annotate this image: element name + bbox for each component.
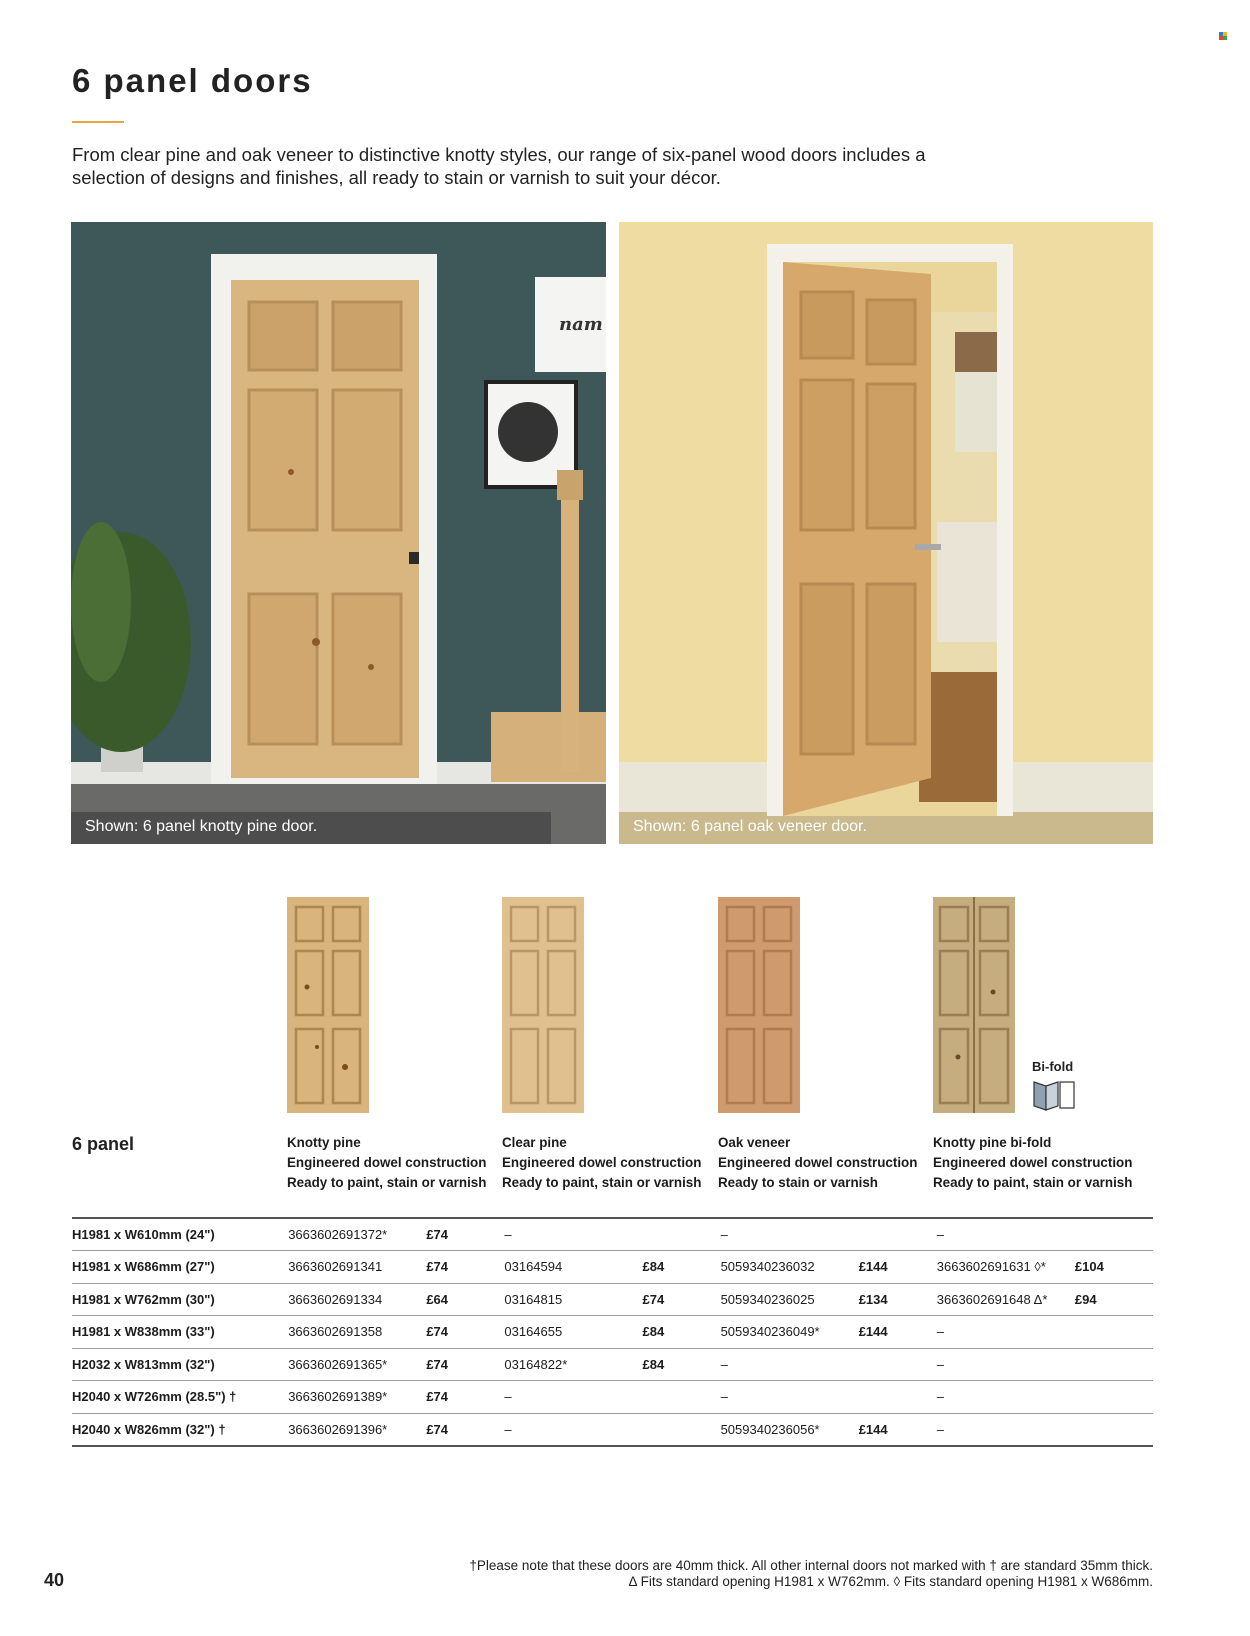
- door-size: H1981 x W610mm (24"): [72, 1227, 215, 1242]
- price: [1075, 1348, 1153, 1381]
- product-code: 03164822*: [504, 1356, 568, 1372]
- brand-logo-mark: [1219, 32, 1227, 40]
- price: [643, 1218, 721, 1251]
- product-construction: Engineered dowel construction: [502, 1155, 702, 1170]
- price: [643, 1381, 721, 1414]
- product-finish: Ready to stain or varnish: [718, 1175, 878, 1190]
- knotty-pine-room-illustration: [71, 222, 606, 844]
- product-code: –: [936, 1227, 944, 1242]
- door-size: H2032 x W813mm (32"): [72, 1356, 215, 1372]
- footnote-openings: Δ Fits standard opening H1981 x W762mm. ◊ Fits standard opening H1981 x W686mm.: [628, 1574, 1153, 1589]
- product-code: –: [720, 1356, 728, 1372]
- product-code: 5059340236025: [720, 1291, 815, 1307]
- price: [1075, 1316, 1153, 1349]
- product-code: –: [936, 1421, 944, 1437]
- product-code: 3663602691389*: [288, 1389, 388, 1405]
- photo-caption-right: Shown: 6 panel oak veneer door.: [633, 818, 867, 835]
- range-label: 6 panel: [72, 1134, 135, 1154]
- price: £74: [426, 1259, 449, 1275]
- price: £84: [642, 1259, 665, 1275]
- product-name: Knotty pine: [287, 1135, 361, 1150]
- product-construction: Engineered dowel construction: [287, 1155, 487, 1170]
- price: £74: [426, 1389, 449, 1405]
- price: £84: [642, 1356, 665, 1372]
- product-code: 3663602691365*: [288, 1356, 388, 1372]
- product-code: 3663602691334: [288, 1291, 383, 1307]
- product-finish: Ready to paint, stain or varnish: [287, 1175, 487, 1190]
- product-code: –: [720, 1389, 728, 1405]
- product-name: Oak veneer: [718, 1135, 791, 1150]
- product-finish: Ready to paint, stain or varnish: [933, 1175, 1133, 1190]
- table-row: [72, 1316, 1153, 1349]
- price: £74: [426, 1324, 449, 1340]
- bifold-label: Bi-fold: [1032, 1059, 1074, 1074]
- knotty-pine-room-photo: [71, 222, 606, 844]
- price-table: [72, 1217, 1153, 1447]
- door-size: H1981 x W686mm (27"): [72, 1259, 215, 1275]
- product-heading-knotty-pine-bifold: [933, 1133, 1143, 1193]
- door-size: H1981 x W838mm (33"): [72, 1324, 215, 1340]
- price: [643, 1413, 721, 1446]
- product-code: 3663602691631 ◊*: [936, 1259, 1046, 1275]
- door-size: H1981 x W762mm (30"): [72, 1291, 215, 1307]
- product-code: 3663602691341: [288, 1259, 383, 1275]
- product-code: –: [936, 1324, 944, 1340]
- product-code: 5059340236032: [720, 1259, 815, 1275]
- wall-sign-text: nam: [559, 314, 603, 335]
- product-code: 3663602691372*: [288, 1227, 388, 1242]
- price: £144: [858, 1324, 888, 1340]
- price: [859, 1348, 937, 1381]
- product-heading-clear-pine: [502, 1133, 712, 1193]
- price: [1075, 1413, 1153, 1446]
- page-number: 40: [44, 1570, 65, 1590]
- oak-veneer-room-photo: [619, 222, 1153, 844]
- product-heading-knotty-pine: [287, 1133, 497, 1193]
- door-size: H2040 x W826mm (32") †: [72, 1421, 226, 1437]
- price: [859, 1218, 937, 1251]
- product-code: –: [504, 1421, 512, 1437]
- product-code: –: [936, 1389, 944, 1405]
- table-row: [72, 1348, 1153, 1381]
- product-code: –: [936, 1356, 944, 1372]
- price: £104: [1074, 1259, 1104, 1275]
- product-code: 5059340236049*: [720, 1324, 820, 1340]
- title-underline: [72, 121, 124, 123]
- product-name: Knotty pine bi-fold: [933, 1135, 1052, 1150]
- knotty-pine-door-image: [287, 897, 369, 1113]
- product-code: 03164594: [504, 1259, 563, 1275]
- product-name: Clear pine: [502, 1135, 567, 1150]
- product-construction: Engineered dowel construction: [718, 1155, 918, 1170]
- product-code: 3663602691648 Δ*: [936, 1291, 1048, 1307]
- table-row: [72, 1413, 1153, 1446]
- product-heading-oak-veneer: [718, 1133, 928, 1193]
- product-code: 3663602691396*: [288, 1421, 388, 1437]
- product-code: –: [720, 1227, 728, 1242]
- clear-pine-door-image: [502, 897, 584, 1113]
- footnote-thickness: †Please note that these doors are 40mm thick. All other internal doors not marked with † are standard 35mm thick.: [469, 1558, 1153, 1573]
- price: £74: [426, 1356, 449, 1372]
- price: £144: [858, 1259, 888, 1275]
- price: £134: [858, 1291, 888, 1307]
- table-row: [72, 1381, 1153, 1414]
- oak-veneer-door-image: [718, 897, 800, 1113]
- product-code: 3663602691358: [288, 1324, 383, 1340]
- product-construction: Engineered dowel construction: [933, 1155, 1133, 1170]
- photo-caption-left: Shown: 6 panel knotty pine door.: [85, 818, 318, 835]
- price: [859, 1381, 937, 1414]
- bifold-icon: [1032, 1078, 1076, 1112]
- product-finish: Ready to paint, stain or varnish: [502, 1175, 702, 1190]
- product-code: –: [504, 1227, 512, 1242]
- price: [1075, 1218, 1153, 1251]
- price: £64: [426, 1291, 449, 1307]
- table-row: [72, 1218, 1153, 1251]
- price: £74: [642, 1291, 665, 1307]
- price: £74: [426, 1227, 449, 1242]
- footnotes: [353, 1558, 1153, 1590]
- table-row: [72, 1251, 1153, 1284]
- product-code: –: [504, 1389, 512, 1405]
- price: [1075, 1381, 1153, 1414]
- price: £144: [858, 1421, 888, 1437]
- product-code: 03164815: [504, 1291, 563, 1307]
- knotty-pine-bifold-door-image: [933, 897, 1015, 1113]
- product-code: 03164655: [504, 1324, 563, 1340]
- page-title: 6 panel doors: [72, 62, 313, 99]
- price: £74: [426, 1421, 449, 1437]
- product-code: 5059340236056*: [720, 1421, 820, 1437]
- table-row: [72, 1283, 1153, 1316]
- intro-paragraph: From clear pine and oak veneer to distinctive knotty styles, our range of six-panel wood doors includes a selection of designs and finishes, all ready to stain or varnish to suit your décor.: [72, 144, 926, 188]
- price: £84: [642, 1324, 665, 1340]
- oak-veneer-room-illustration: [619, 222, 1153, 844]
- price: £94: [1074, 1291, 1097, 1307]
- door-size: H2040 x W726mm (28.5") †: [72, 1389, 237, 1405]
